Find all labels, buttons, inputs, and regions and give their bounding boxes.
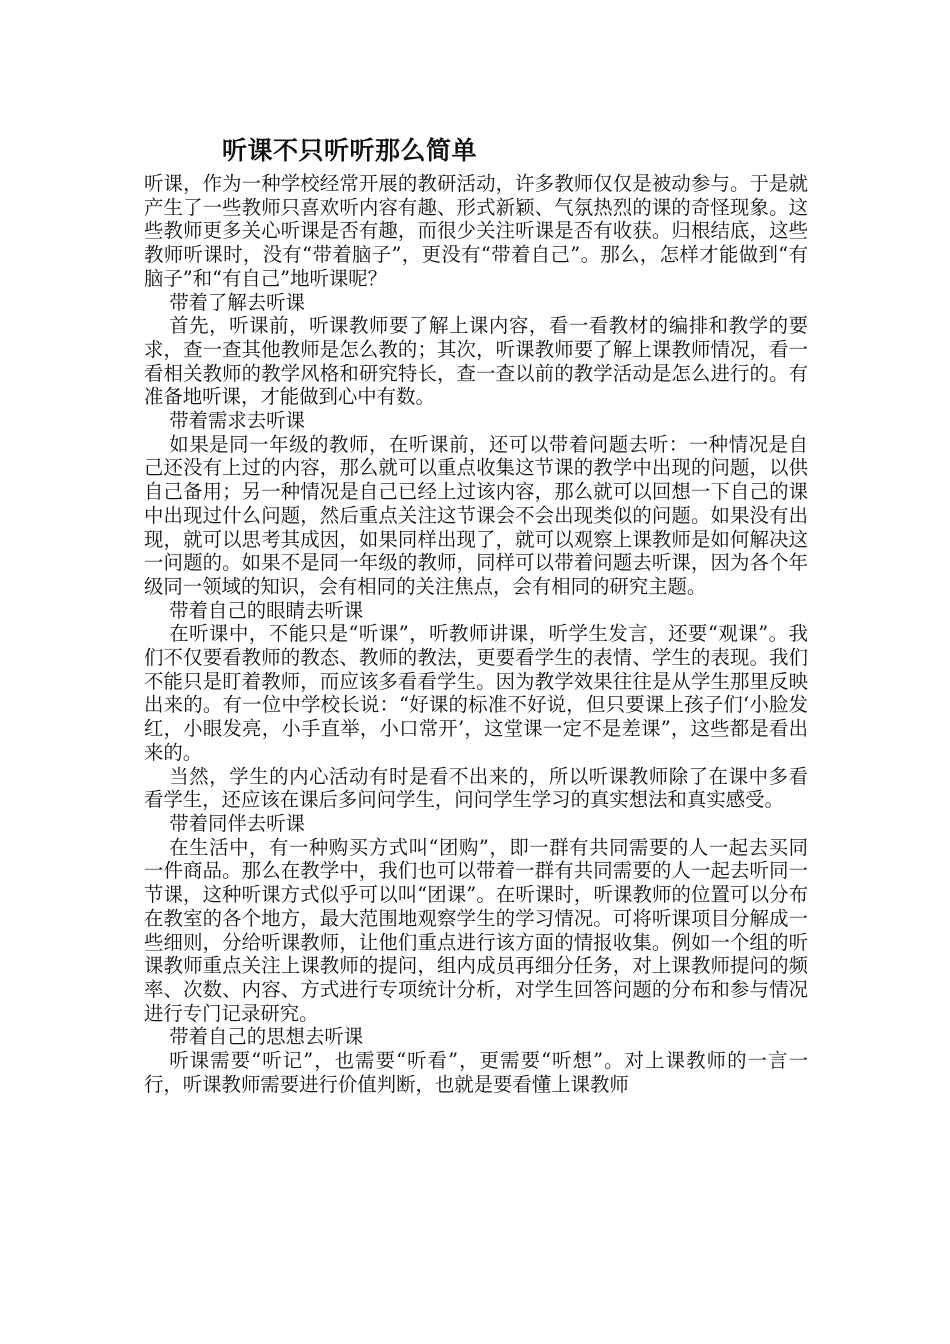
- section-paragraph: 当然，学生的内心活动有时是看不出来的，所以听课教师除了在课中多看看学生，还应该在课后多问问学生，问问学生学习的真实想法和真实感受。: [144, 764, 808, 812]
- section-paragraph: 如果是同一年级的教师，在听课前，还可以带着问题去听：一种情况是自己还没有上过的内容，那么就可以重点收集这节课的教学中出现的问题，以供自己备用；另一种情况是自己已经上过该内容，那么就可以回想一下自己的课中出现过什么问题，然后重点关注这节课会不会出现类似的问题。如果没有出现，就可以思考其成因，如果同样出现了，就可以观察上课教师是如何解决这一问题的。如果不是同一年级的教师，同样可以带着问题去听课，因为各个年级同一领域的知识，会有相同的关注焦点，会有相同的研究主题。: [144, 432, 808, 598]
- section-heading: 带着了解去听课: [169, 290, 305, 314]
- document-title: 听课不只听听那么简单: [222, 136, 478, 165]
- section-paragraph: 在生活中，有一种购买方式叫“团购”，即一群有共同需要的人一起去买同一件商品。那么在教学中，我们也可以带着一群有共同需要的人一起去听同一节课，这种听课方式似乎可以叫“团课”。在听课时，听课教师的位置可以分布在教室的各个地方，最大范围地观察学生的学习情况。可将听课项目分解成一些细则，分给听课教师，让他们重点进行该方面的情报收集。例如一个组的听课教师重点关注上课教师的提问，组内成员再细分任务，对上课教师提问的频率、次数、内容、方式进行专项统计分析，对学生回答问题的分布和参与情况进行专门记录研究。: [144, 835, 808, 1025]
- intro-paragraph: 听课，作为一种学校经常开展的教研活动，许多教师仅仅是被动参与。于是就产生了一些教师只喜欢听内容有趣、形式新颖、气氛热烈的课的奇怪现象。这些教师更多关心听课是否有趣，而很少关注听课是否有收获。归根结底，这些教师听课时，没有“带着脑子”，更没有“带着自己”。那么，怎样才能做到“有脑子”和“有自己”地听课呢？: [144, 172, 808, 290]
- section-heading: 带着同伴去听课: [169, 811, 305, 835]
- section-paragraph: 在听课中，不能只是“听课”，听教师讲课，听学生发言，还要“观课”。我们不仅要看教师的教态、教师的教法，更要看学生的表情、学生的表现。我们不能只是盯着教师，而应该多看看学生。因为教学效果往往是从学生那里反映出来的。有一位中学校长说：“好课的标准不好说，但只要课上孩子们‘小脸发红，小眼发亮，小手直举，小口常开’，这堂课一定不是差课”，这些都是看出来的。: [144, 622, 808, 764]
- section-heading: 带着需求去听课: [169, 409, 305, 433]
- section-heading: 带着自己的眼睛去听课: [169, 598, 364, 622]
- document-body: [144, 132, 808, 1096]
- section-paragraph: 首先，听课前，听课教师要了解上课内容，看一看教材的编排和教学的要求，查一查其他教师是怎么教的；其次，听课教师要了解上课教师情况，看一看相关教师的教学风格和研究特长，查一查以前的教学活动是怎么进行的。有准备地听课，才能做到心中有数。: [144, 314, 808, 409]
- section-heading: 带着自己的思想去听课: [169, 1025, 364, 1049]
- section-paragraph: 听课需要“听记”，也需要“听看”，更需要“听想”。对上课教师的一言一行，听课教师需要进行价值判断，也就是要看懂上课教师: [144, 1049, 808, 1096]
